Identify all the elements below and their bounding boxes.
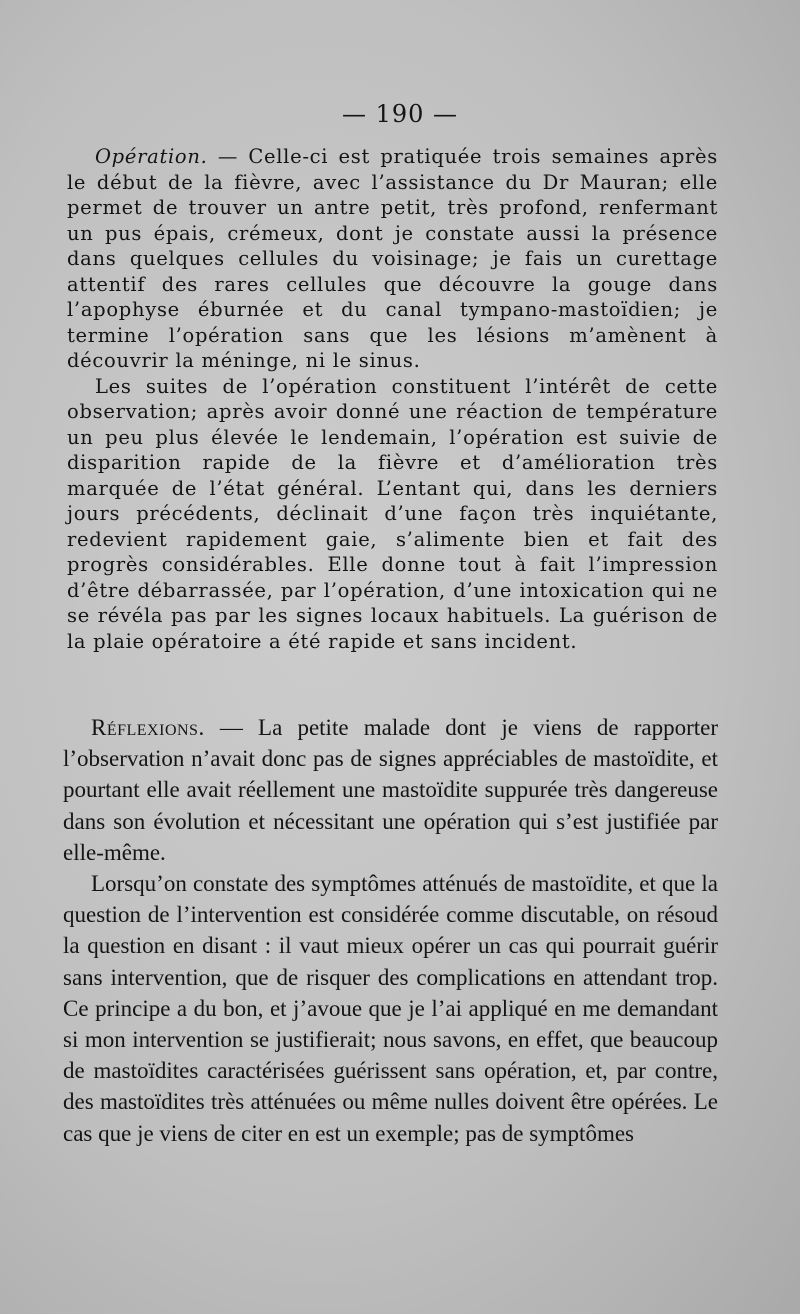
reflexions-paragraph: [63, 712, 718, 868]
observation-block: [67, 144, 718, 654]
lorsquon-paragraph: Lorsqu’on constate des symptômes atténués de mastoïdite, et que la question de l’intervention est considérée comme discutable, on résoud la question en disant : il vaut mieux opérer un cas qui pourrait guérir sans intervention, que de risquer des complications en attendant trop. Ce principe a du bon, et j’avoue que je l’ai appliqué en me demandant si mon intervention se justifierait; nous savons, en effet, que beaucoup de mastoïdites caractérisées guérissent sans opération, et, par contre, des mastoïdites très atténuées ou même nulles doivent être opérées. Le cas que je viens de citer en est un exemple; pas de symptômes: [63, 871, 718, 1146]
reflexions-text: — La petite malade dont je viens de rapporter l’observation n’avait donc pas de signes appréciables de mastoïdite, et pourtant elle avait réellement une mastoïdite suppurée très dangereuse dans son évolution et nécessitant une opération qui s’est justifiée par elle-même.: [63, 715, 718, 865]
page-number: — 190 —: [341, 100, 459, 128]
suites-paragraph: Les suites de l’opération constituent l’intérêt de cette observation; après avoir donné une réaction de température un peu plus élevée le lendemain, l’opération est suivie de disparition rapide de la fièvre et d’amélioration très marquée de l’état général. L’entant qui, dans les derniers jours précédents, déclinait d’une façon très inquiétante, redevient rapidement gaie, s’alimente bien et fait des progrès considérables. Elle donne tout à fait l’impression d’être débarrassée, par l’opération, d’une intoxication qui ne se révéla pas par les signes locaux habituels. La guérison de la plaie opératoire a été rapide et sans incident.: [67, 374, 718, 653]
reflexions-heading: Réflexions.: [91, 715, 205, 740]
operation-heading: Opération.: [95, 145, 208, 168]
operation-paragraph: [67, 144, 718, 374]
reflexions-block: [63, 712, 718, 1149]
operation-text: — Celle-ci est pratiquée trois semaines après le début de la fièvre, avec l’assistance du Dr Mauran; elle permet de trouver un antre petit, très profond, renfermant un pus épais, crémeux, dont je constate aussi la présence dans quelques cellules du voisinage; je fais un curettage attentif des rares cellules que découvre la gouge dans l’apophyse éburnée et du canal tympano-mastoïdien; je termine l’opération sans que les lésions m’amènent à découvrir la méninge, ni le sinus.: [67, 145, 718, 372]
